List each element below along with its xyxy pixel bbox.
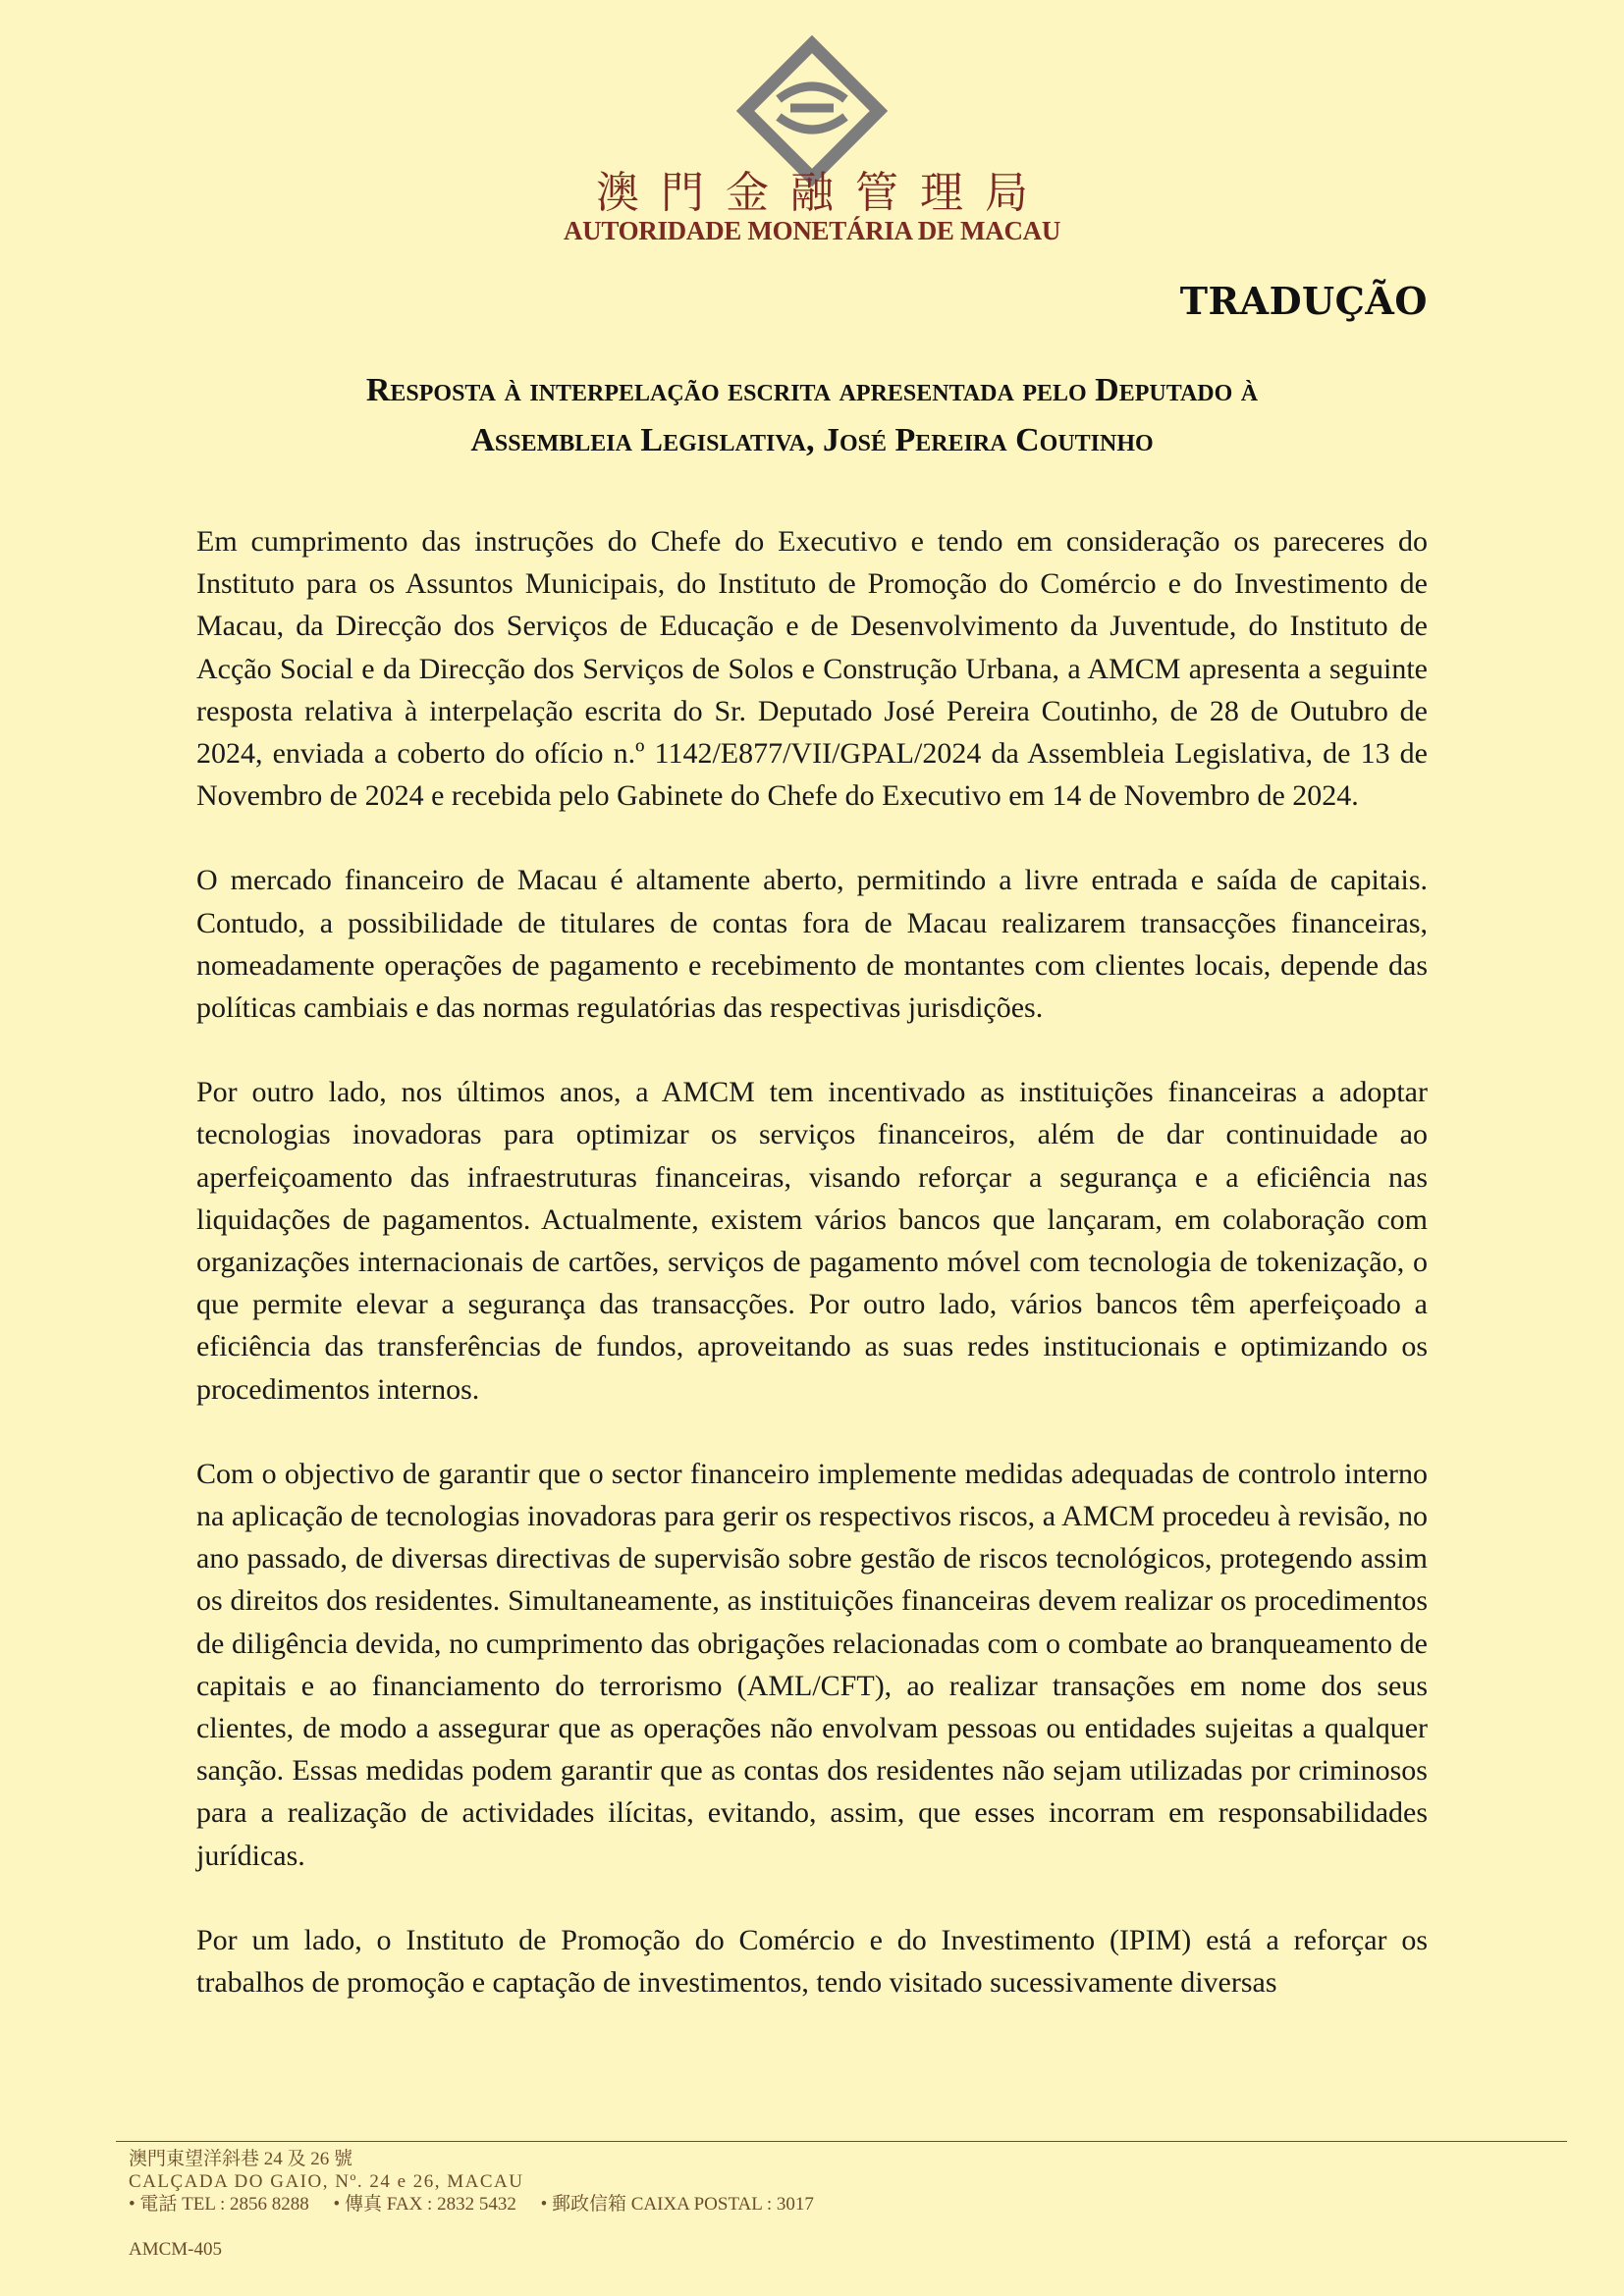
document-title-line-1: Resposta à interpelação escrita apresentada pelo Deputado à <box>365 372 1259 408</box>
paragraph-2: O mercado financeiro de Macau é altamente aberto, permitindo a livre entrada e saída de capitais. Contudo, a possibilidade de titulares de contas fora de Macau realizarem transacções financeiras, nomeadamente operações de pagamento e recebimento de montantes com clientes locais, depende das políticas cambiais e das normas regulatórias das respectivas jurisdições. <box>196 864 1428 1025</box>
org-name-portuguese: AUTORIDADE MONETÁRIA DE MACAU <box>563 216 1061 245</box>
org-name-chinese: 澳門金融管理局 <box>596 168 1050 218</box>
paragraph-5: Por um lado, o Instituto de Promoção do Comércio e do Investimento (IPIM) está a reforçar os trabalhos de promoção e captação de investimentos, tendo visitado sucessivamente diversas <box>196 1923 1428 2000</box>
translation-label: TRADUÇÃO <box>1179 279 1428 323</box>
contact-line <box>129 2193 834 2216</box>
document-title <box>196 365 1428 465</box>
document-title-line-2: Assembleia Legislativa, José Pereira Coutinho <box>470 422 1154 458</box>
footer-divider <box>116 2141 1567 2142</box>
paragraph-4: Com o objectivo de garantir que o sector financeiro implemente medidas adequadas de controlo interno na aplicação de tecnologias inovadoras para gerir os respectivos riscos, a AMCM procedeu à revisão, no ano passado, de diversas directivas de supervisão sobre gestão de riscos tecnológicos, protegendo assim os direitos dos residentes. Simultaneamente, as instituições financeiras devem realizar os procedimentos de diligência devida, no cumprimento das obrigações relacionadas com o combate ao branqueamento de capitais e ao financiamento do terrorismo (AML/CFT), ao realizar transações em nome dos seus clientes, de modo a assegurar que as operações não envolvam pessoas ou entidades sujeitas a qualquer sanção. Essas medidas podem garantir que as contas dos residentes não sejam utilizadas por criminosos para a realização de actividades ilícitas, evitando, assim, que esses incorram em responsabilidades jurídicas. <box>196 1457 1428 1872</box>
telephone: • 電話 TEL : 2856 8288 <box>129 2194 309 2215</box>
paragraph-1: Em cumprimento das instruções do Chefe do Executivo e tendo em consideração os pareceres do Instituto para os Assuntos Municipais, do Instituto de Promoção do Comércio e do Investimento de Macau, da Direcção dos Serviços de Educação e de Desenvolvimento da Juventude, do Instituto de Acção Social e da Direcção dos Serviços de Solos e Construção Urbana, a AMCM apresenta a seguinte resposta relativa à interpelação escrita do Sr. Deputado José Pereira Coutinho, de 28 de Outubro de 2024, enviada a coberto do ofício n.º 1142/E877/VII/GPAL/2024 da Assembleia Legislativa, de 13 de Novembro de 2024 e recebida pelo Gabinete do Chefe do Executivo em 14 de Novembro de 2024. <box>196 525 1428 813</box>
address-chinese: 澳門東望洋斜巷 24 及 26 號 <box>129 2149 353 2169</box>
form-code: AMCM-405 <box>129 2239 223 2260</box>
po-box: • 郵政信箱 CAIXA POSTAL : 3017 <box>540 2194 814 2215</box>
document-body <box>196 520 1428 2046</box>
fax: • 傳真 FAX : 2832 5432 <box>333 2194 516 2215</box>
footer <box>129 2148 834 2216</box>
address-portuguese: CALÇADA DO GAIO, Nº. 24 e 26, MACAU <box>129 2171 524 2192</box>
paragraph-3: Por outro lado, nos últimos anos, a AMCM tem incentivado as instituições financeiras a adoptar tecnologias inovadoras para optimizar os serviços financeiros, além de dar continuidade ao aperfeiçoamento das infraestruturas financeiras, visando reforçar a segurança e a eficiência nas liquidações de pagamentos. Actualmente, existem vários bancos que lançaram, em colaboração com organizações internacionais de cartões, serviços de pagamento móvel com tecnologia de tokenização, o que permite elevar a segurança das transacções. Por outro lado, vários bancos têm aperfeiçoado a eficiência das transferências de fundos, aproveitando as suas redes institucionais e optimizando os procedimentos internos. <box>196 1076 1428 1406</box>
